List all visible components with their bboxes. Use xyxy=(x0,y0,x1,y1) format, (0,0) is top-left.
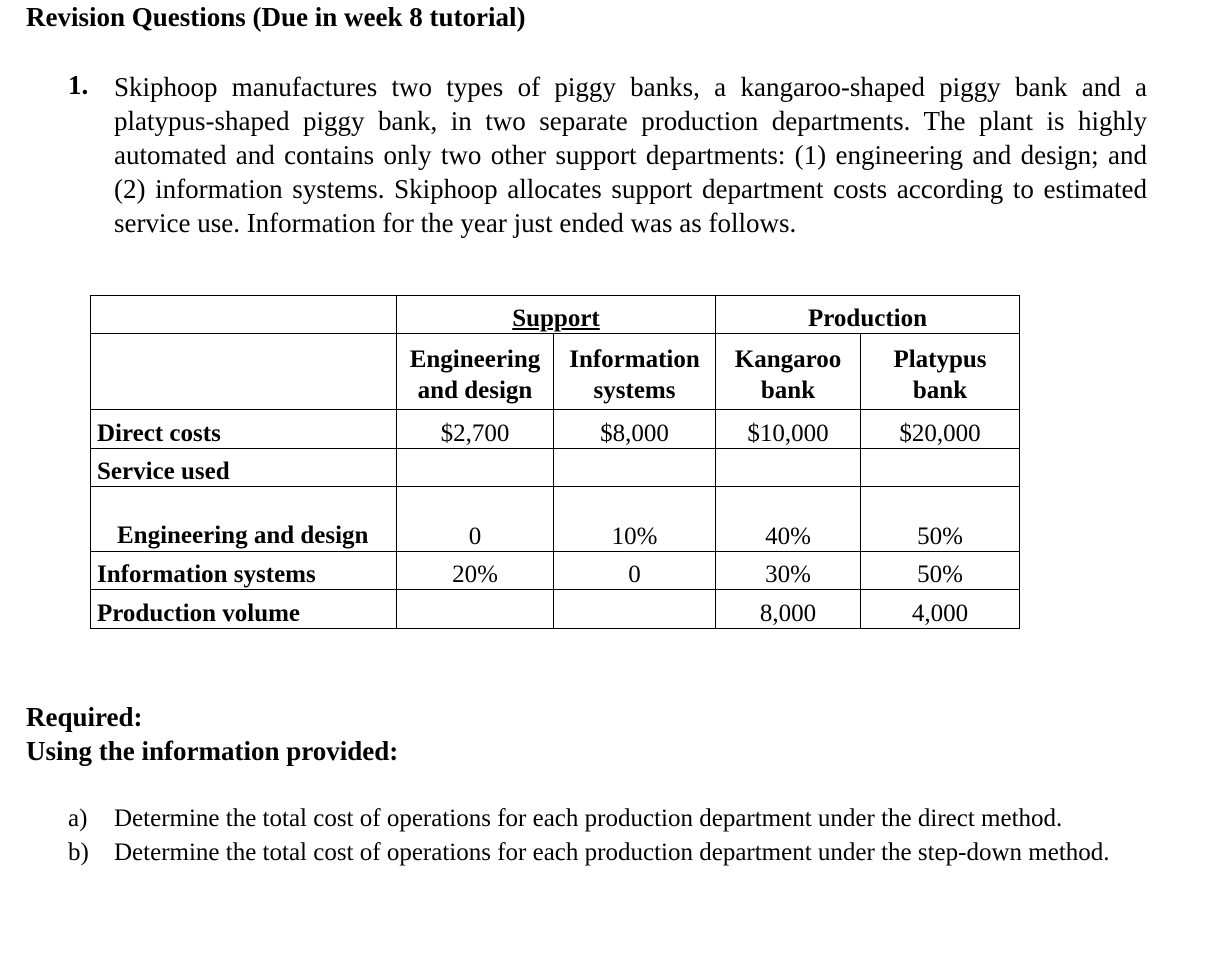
row-label: Service used xyxy=(91,449,397,487)
col-engineering: Engineering and design xyxy=(397,334,554,410)
column-header-row xyxy=(91,334,1020,410)
cell: $20,000 xyxy=(861,410,1020,449)
group-support: Support xyxy=(397,296,716,334)
table-row-service-used xyxy=(91,449,1020,487)
cell: 8,000 xyxy=(716,590,861,629)
row-label: Information systems xyxy=(91,552,397,590)
part-label: b) xyxy=(68,839,89,866)
table-row-direct-costs xyxy=(91,410,1020,449)
cell xyxy=(397,590,554,629)
table-row-engineering xyxy=(91,487,1020,552)
cell: 4,000 xyxy=(861,590,1020,629)
cell: 0 xyxy=(397,487,554,552)
question-text: Skiphoop manufactures two types of piggy banks, a kangaroo-shaped piggy bank and a platypus-shaped piggy bank, in two separate production departments. The plant is highly automated and contains only two other support departments: (1) engineering and design; and (2) information systems. Skiphoop allocates support department costs according to estimated service use. Information for the year just ended was as follows. xyxy=(114,72,1147,238)
group-production: Production xyxy=(716,296,1020,334)
cell: 30% xyxy=(716,552,861,590)
cell: 0 xyxy=(554,552,716,590)
cell: 20% xyxy=(397,552,554,590)
group-header-row xyxy=(91,296,1020,334)
list-item xyxy=(68,803,1128,835)
part-text: Determine the total cost of operations for each production department under the direct method. xyxy=(114,805,1063,832)
cost-table xyxy=(90,295,1020,629)
col-information-systems: Information systems xyxy=(554,334,716,410)
part-text: Determine the total cost of operations for each production department under the step-down method. xyxy=(114,839,1110,866)
list-item xyxy=(68,837,1128,869)
cell: 10% xyxy=(554,487,716,552)
question-number: 1. xyxy=(68,70,89,100)
cell: $8,000 xyxy=(554,410,716,449)
page-heading: Revision Questions (Due in week 8 tutorial) xyxy=(26,2,526,32)
col-kangaroo-bank: Kangaroo bank xyxy=(716,334,861,410)
cell: 50% xyxy=(861,552,1020,590)
cell: 40% xyxy=(716,487,861,552)
col-platypus-bank: Platypus bank xyxy=(861,334,1020,410)
required-section xyxy=(26,700,398,768)
table-row-production-volume xyxy=(91,590,1020,629)
cell: $10,000 xyxy=(716,410,861,449)
cell: $2,700 xyxy=(397,410,554,449)
cell xyxy=(554,590,716,629)
part-label: a) xyxy=(68,805,88,832)
corner-cell xyxy=(91,296,397,334)
row-label: Production volume xyxy=(91,590,397,629)
row-label: Engineering and design xyxy=(91,487,397,552)
row-label: Direct costs xyxy=(91,410,397,449)
table-row-information-systems xyxy=(91,552,1020,590)
required-title: Required: xyxy=(26,702,143,732)
required-parts xyxy=(68,803,1128,871)
cell: 50% xyxy=(861,487,1020,552)
required-subtitle: Using the information provided: xyxy=(26,736,399,766)
